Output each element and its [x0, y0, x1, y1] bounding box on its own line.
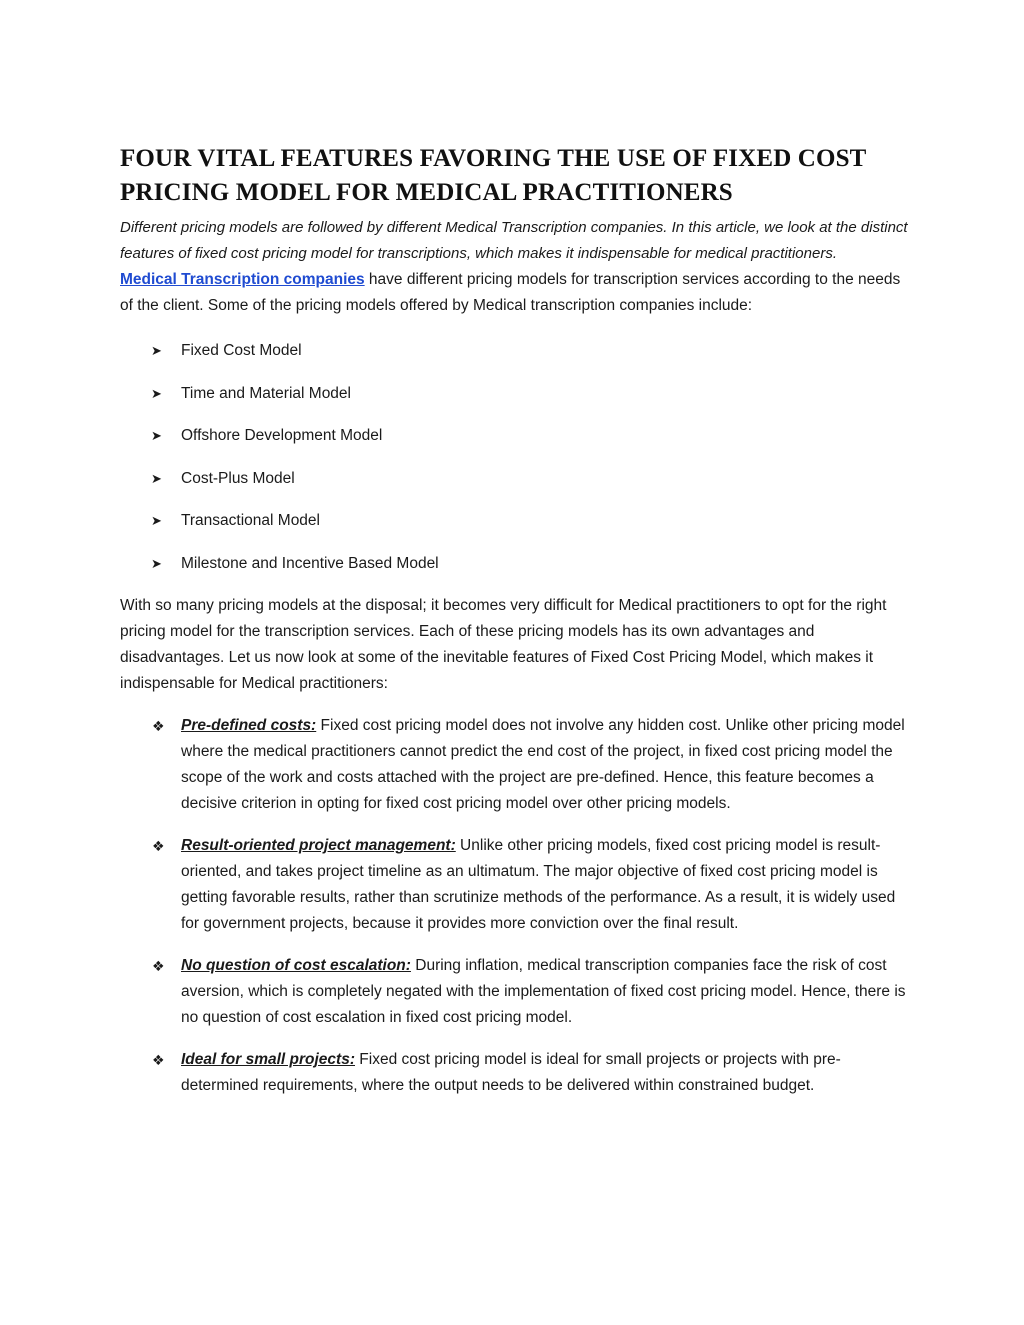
outro-paragraph: With so many pricing models at the disposal; it becomes very difficult for Medical practitioners to opt for the right pricing model for the transcription services. Each of these pricing models has its own advantages and disadvantages. Let us now look at some of the inevitable features of Fixed Cost Pricing Model, which makes it indispensable for Medical practitioners: [120, 597, 887, 692]
title-line-2: PRICING MODEL FOR MEDICAL PRACTITIONERS [120, 179, 733, 206]
arrow-bullet-icon: ➤ [151, 513, 162, 528]
intro-paragraph [120, 267, 910, 319]
document-subtitle: Different pricing models are followed by different Medical Transcription companies. In this article, we look at the distinct features of fixed cost pricing model for transcriptions, which makes it indispensable for medical practitioners. [120, 219, 908, 262]
model-label: Cost-Plus Model [181, 469, 295, 487]
list-item [120, 381, 910, 407]
model-label: Milestone and Incentive Based Model [181, 554, 439, 572]
arrow-bullet-icon: ➤ [151, 343, 162, 358]
intro-text: have different pricing models for transcription services according to the needs of the client. Some of the pricing models offered by Medical transcription companies include: [120, 271, 901, 314]
diamond-bullet-icon: ❖ [152, 958, 165, 974]
feature-text: Fixed cost pricing model is ideal for small projects or projects with pre-determined requirements, where the output needs to be delivered within constrained budget. [181, 1051, 841, 1094]
pricing-models-list [120, 338, 910, 577]
document-title [120, 142, 910, 210]
feature-text: During inflation, medical transcription companies face the risk of cost aversion, which is completely negated with the implementation of fixed cost pricing model. Hence, there is no question of cost escalation in fixed cost pricing model. [181, 957, 906, 1026]
feature-term: Ideal for small projects: [181, 1051, 355, 1068]
feature-item [120, 1047, 910, 1099]
diamond-bullet-icon: ❖ [152, 718, 165, 734]
list-item [120, 423, 910, 449]
document-page [120, 142, 910, 1115]
feature-term: Result-oriented project management: [181, 837, 456, 854]
arrow-bullet-icon: ➤ [151, 555, 162, 571]
feature-text: Fixed cost pricing model does not involve any hidden cost. Unlike other pricing model where the medical practitioners cannot predict the end cost of the project, in fixed cost pricing model the scope of the work and costs attached with the project are pre-defined. Hence, this feature becomes a decisive criterion in opting for fixed cost pricing model over other pricing models. [181, 717, 905, 812]
arrow-bullet-icon: ➤ [151, 385, 162, 401]
model-label: Time and Material Model [181, 384, 351, 402]
feature-item [120, 713, 910, 817]
feature-text: Unlike other pricing models, fixed cost pricing model is result-oriented, and takes project timeline as an ultimatum. The major objective of fixed cost pricing model is getting favorable results, rather than scrutinize methods of the performance. As a result, it is widely used for government projects, because it provides more conviction over the final result. [181, 837, 896, 932]
feature-term: No question of cost escalation: [181, 957, 411, 974]
feature-item [120, 833, 910, 937]
model-label: Fixed Cost Model [181, 342, 302, 359]
list-item [120, 466, 910, 492]
list-item [120, 551, 910, 577]
model-label: Transactional Model [181, 512, 320, 529]
arrow-bullet-icon: ➤ [151, 470, 162, 486]
diamond-bullet-icon: ❖ [152, 1052, 165, 1068]
model-label: Offshore Development Model [181, 427, 383, 444]
features-list [120, 713, 910, 1099]
medical-transcription-link[interactable]: Medical Transcription companies [120, 271, 365, 288]
list-item [120, 508, 910, 534]
feature-term: Pre-defined costs: [181, 717, 317, 734]
feature-item [120, 953, 910, 1031]
list-item [120, 338, 910, 364]
title-line-1: FOUR VITAL FEATURES FAVORING THE USE OF FIXED COST [120, 145, 867, 172]
arrow-bullet-icon: ➤ [151, 428, 162, 443]
diamond-bullet-icon: ❖ [152, 838, 165, 854]
